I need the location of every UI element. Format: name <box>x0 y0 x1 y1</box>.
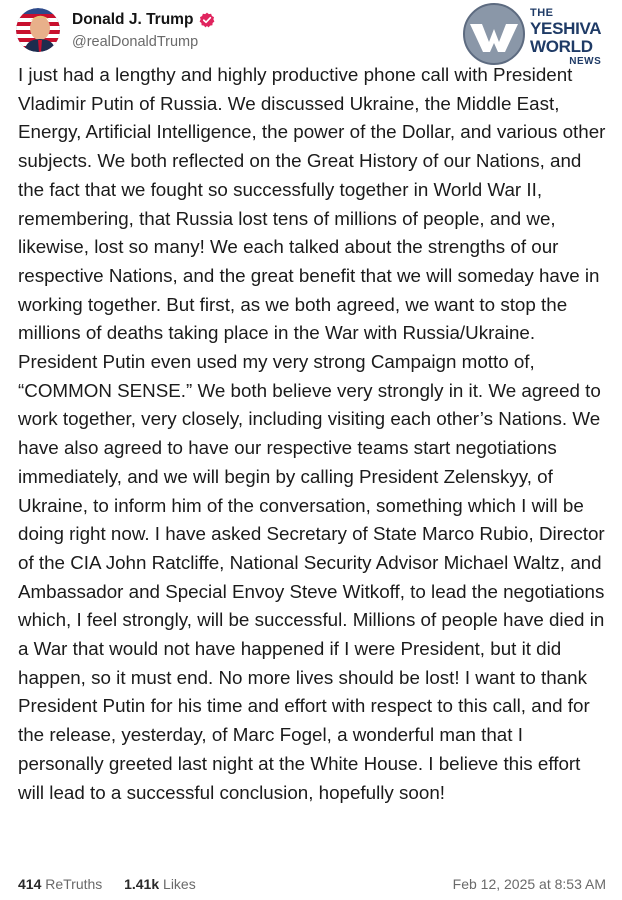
watermark-line-the: THE <box>530 7 554 19</box>
watermark-line-yeshiva: YESHIVA <box>530 19 602 38</box>
yeshiva-world-news-watermark <box>462 2 606 66</box>
retruths-count[interactable]: 414 <box>18 876 42 892</box>
watermark-line-world: WORLD <box>530 37 593 56</box>
yeshiva-world-logo-icon <box>462 2 526 66</box>
watermark-line-news: NEWS <box>569 56 602 67</box>
display-name-row <box>72 10 215 30</box>
watermark-text <box>530 8 601 67</box>
post-stats <box>18 876 196 892</box>
post-header <box>16 8 436 54</box>
likes-count[interactable]: 1.41k <box>124 876 160 892</box>
avatar-image-icon <box>16 8 60 52</box>
author-handle[interactable]: @realDonaldTrump <box>72 34 199 50</box>
post-timestamp[interactable]: Feb 12, 2025 at 8:53 AM <box>452 876 606 892</box>
post-body-text: I just had a lengthy and highly productive phone call with President Vladimir Putin of Russia. We discussed Ukraine, the Middle East, Energy, Artificial Intelligence, the power of the Dollar, and various other subjects. We both reflected on the Great History of our Nations, and the fact that we fought so successfully together in World War II, remembering, that Russia lost tens of millions of people, and we, likewise, lost so many! We each talked about the strengths of our respective Nations, and the great benefit that we will someday have in working together. But first, as we both agreed, we want to stop the millions of deaths taking place in the War with Russia/Ukraine. President Putin even used my very strong Campaign motto of, “COMMON SENSE.” We both believe very strongly in it. We agreed to work together, very closely, including visiting each other’s Nations. We have also agreed to have our respective teams start negotiations immediately, and we will begin by calling President Zelenskyy, of Ukraine, to inform him of the conversation, something which I will be doing right now. I have asked Secretary of State Marco Rubio, Director of the CIA John Ratcliffe, National Security Advisor Michael Waltz, and Ambassador and Special Envoy Steve Witkoff, to lead the negotiations which, I feel strongly, will be successful. Millions of people have died in a War that would not have happened if I were President, but it did happen, so it must end. No more lives should be lost! I want to thank President Putin for his time and effort with respect to this call, and for the release, yesterday, of Marc Fogel, a wonderful man that I personally greeted last night at the White House. I believe this effort will lead to a successful conclusion, hopefully soon! <box>18 64 606 803</box>
verified-badge-icon <box>199 12 215 28</box>
avatar[interactable] <box>16 8 60 52</box>
author-names <box>72 10 215 50</box>
author-display-name[interactable]: Donald J. Trump <box>72 11 194 28</box>
likes-label[interactable]: Likes <box>163 876 196 892</box>
retruths-label[interactable]: ReTruths <box>45 876 103 892</box>
post-footer <box>18 876 606 894</box>
